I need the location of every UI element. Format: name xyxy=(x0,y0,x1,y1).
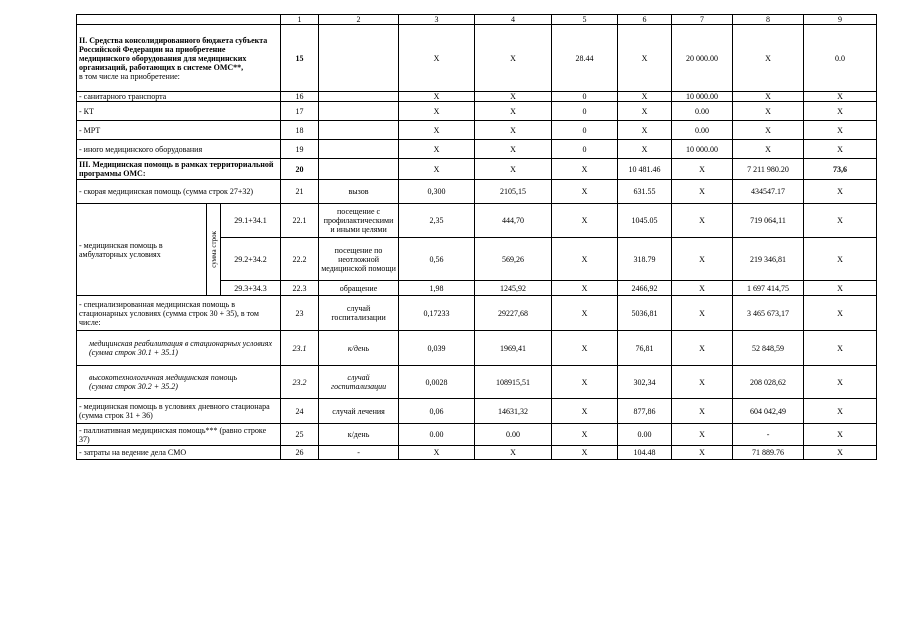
value-cell: 877,86 xyxy=(618,399,672,424)
value-cell: X xyxy=(804,281,877,296)
header-cell: 2 xyxy=(319,15,399,25)
table-row xyxy=(77,399,877,424)
value-cell: 0 xyxy=(552,140,618,159)
unit-cell: к/день xyxy=(319,424,399,446)
row-label: - затраты на ведение дела СМО xyxy=(77,446,281,460)
row-label: - МРТ xyxy=(77,121,281,140)
value-cell: 0 xyxy=(552,92,618,102)
unit-cell: случай госпитализации xyxy=(319,366,399,399)
row-label: - иного медицинского оборудования xyxy=(77,140,281,159)
value-cell: X xyxy=(804,238,877,281)
value-cell: X xyxy=(804,121,877,140)
row-number: 25 xyxy=(281,424,319,446)
row-label: медицинская реабилитация в стационарных условиях (сумма строк 30.1 + 35.1) xyxy=(77,331,281,366)
value-cell: 444,70 xyxy=(475,204,552,238)
value-cell: X xyxy=(804,102,877,121)
value-cell: X xyxy=(733,92,804,102)
value-cell: X xyxy=(618,92,672,102)
value-cell: 302,34 xyxy=(618,366,672,399)
table-row xyxy=(77,121,877,140)
unit-cell xyxy=(319,140,399,159)
value-cell: 14631,32 xyxy=(475,399,552,424)
value-cell: 0.00 xyxy=(618,424,672,446)
row-label: - медицинская помощь в амбулаторных условиях xyxy=(77,204,207,296)
value-cell: 10 000.00 xyxy=(672,140,733,159)
value-cell: X xyxy=(618,102,672,121)
value-cell: 0.00 xyxy=(672,102,733,121)
unit-cell xyxy=(319,121,399,140)
value-cell: 1245,92 xyxy=(475,281,552,296)
value-cell: X xyxy=(618,140,672,159)
value-cell: X xyxy=(672,331,733,366)
value-cell: X xyxy=(552,399,618,424)
value-cell: X xyxy=(475,102,552,121)
value-cell: 0,0028 xyxy=(399,366,475,399)
unit-cell: к/день xyxy=(319,331,399,366)
value-cell: X xyxy=(804,366,877,399)
value-cell: X xyxy=(399,102,475,121)
value-cell: 0.00 xyxy=(672,121,733,140)
table-row xyxy=(77,25,877,92)
header-cell: 8 xyxy=(733,15,804,25)
table-row xyxy=(77,159,877,180)
value-cell: X xyxy=(399,140,475,159)
value-cell: 0 xyxy=(552,102,618,121)
value-cell: 0,300 xyxy=(399,180,475,204)
header-cell: 1 xyxy=(281,15,319,25)
value-cell: 10 481.46 xyxy=(618,159,672,180)
value-cell: 108915,51 xyxy=(475,366,552,399)
value-cell: X xyxy=(399,92,475,102)
row-number: 20 xyxy=(281,159,319,180)
value-cell: X xyxy=(475,92,552,102)
value-cell: 71 889.76 xyxy=(733,446,804,460)
unit-cell: - xyxy=(319,446,399,460)
value-cell: X xyxy=(804,180,877,204)
value-cell: 719 064,11 xyxy=(733,204,804,238)
value-cell: 2466,92 xyxy=(618,281,672,296)
value-cell: X xyxy=(475,446,552,460)
row-number: 22.1 xyxy=(281,204,319,238)
value-cell: X xyxy=(672,238,733,281)
value-cell: X xyxy=(672,159,733,180)
value-cell: X xyxy=(618,25,672,92)
row-number: 21 xyxy=(281,180,319,204)
table-row xyxy=(77,140,877,159)
value-cell: X xyxy=(672,180,733,204)
sub-row-label: 29.3+34.3 xyxy=(221,281,281,296)
table-row xyxy=(77,102,877,121)
value-cell: X xyxy=(804,399,877,424)
value-cell: X xyxy=(552,446,618,460)
table-row xyxy=(77,296,877,331)
row-label: - паллиативная медицинская помощь*** (равно строке 37) xyxy=(77,424,281,446)
vertical-label: сумма строк xyxy=(207,204,221,296)
table-row xyxy=(77,331,877,366)
header-cell: 3 xyxy=(399,15,475,25)
value-cell: 10 000.00 xyxy=(672,92,733,102)
value-cell: X xyxy=(733,25,804,92)
value-cell: 0.00 xyxy=(399,424,475,446)
row-number: 17 xyxy=(281,102,319,121)
value-cell: 3 465 673,17 xyxy=(733,296,804,331)
value-cell: X xyxy=(672,366,733,399)
unit-cell xyxy=(319,159,399,180)
value-cell: 7 211 980.20 xyxy=(733,159,804,180)
value-cell: 219 346,81 xyxy=(733,238,804,281)
value-cell: 631.55 xyxy=(618,180,672,204)
value-cell: 0,039 xyxy=(399,331,475,366)
value-cell: 0 xyxy=(552,121,618,140)
value-cell: X xyxy=(672,446,733,460)
value-cell: 1969,41 xyxy=(475,331,552,366)
value-cell: 208 028,62 xyxy=(733,366,804,399)
value-cell: X xyxy=(552,180,618,204)
row-label: - специализированная медицинская помощь в стационарных условиях (сумма строк 30 + 35), в том числе: xyxy=(77,296,281,331)
row-number: 23 xyxy=(281,296,319,331)
value-cell: X xyxy=(804,424,877,446)
value-cell: 1 697 414,75 xyxy=(733,281,804,296)
value-cell: X xyxy=(804,92,877,102)
row-number: 22.2 xyxy=(281,238,319,281)
value-cell: X xyxy=(804,140,877,159)
value-cell: X xyxy=(552,159,618,180)
row-number: 24 xyxy=(281,399,319,424)
row-label: высокотехнологичная медицинская помощь (сумма строк 30.2 + 35.2) xyxy=(77,366,281,399)
unit-cell: случай госпитализации xyxy=(319,296,399,331)
unit-cell: посещение с профилактическими и иными целями xyxy=(319,204,399,238)
header-cell: 4 xyxy=(475,15,552,25)
value-cell: X xyxy=(804,446,877,460)
row-label: - КТ xyxy=(77,102,281,121)
unit-cell: вызов xyxy=(319,180,399,204)
value-cell: 29227,68 xyxy=(475,296,552,331)
row-number: 19 xyxy=(281,140,319,159)
value-cell: X xyxy=(475,159,552,180)
unit-cell xyxy=(319,92,399,102)
value-cell: X xyxy=(618,121,672,140)
unit-cell: обращение xyxy=(319,281,399,296)
row-label: II. Средства консолидированного бюджета субъекта Российской Федерации на приобретение медицинского оборудования для медицинских организаций, работающих в системе ОМС**, в том числе на приобретение: xyxy=(77,25,281,92)
header-cell: 5 xyxy=(552,15,618,25)
value-cell: X xyxy=(399,159,475,180)
value-cell: 0,06 xyxy=(399,399,475,424)
table-row xyxy=(77,446,877,460)
value-cell: 0,17233 xyxy=(399,296,475,331)
value-cell: X xyxy=(804,296,877,331)
row-number: 16 xyxy=(281,92,319,102)
value-cell: 76,81 xyxy=(618,331,672,366)
unit-cell: посещение по неотложной медицинской помощи xyxy=(319,238,399,281)
value-cell: 28.44 xyxy=(552,25,618,92)
row-number: 23.1 xyxy=(281,331,319,366)
row-label: - медицинская помощь в условиях дневного стационара (сумма строк 31 + 36) xyxy=(77,399,281,424)
value-cell: X xyxy=(672,399,733,424)
value-cell: 5036,81 xyxy=(618,296,672,331)
budget-table xyxy=(76,14,877,460)
value-cell: 434547.17 xyxy=(733,180,804,204)
value-cell: 2,35 xyxy=(399,204,475,238)
value-cell: X xyxy=(672,296,733,331)
table-row xyxy=(77,366,877,399)
value-cell: X xyxy=(552,296,618,331)
row-label: - санитарного транспорта xyxy=(77,92,281,102)
value-cell: X xyxy=(804,331,877,366)
value-cell: X xyxy=(475,140,552,159)
value-cell: X xyxy=(552,366,618,399)
row-number: 15 xyxy=(281,25,319,92)
header-cell: 6 xyxy=(618,15,672,25)
value-cell: 1045.05 xyxy=(618,204,672,238)
value-cell: 104.48 xyxy=(618,446,672,460)
unit-cell: случай лечения xyxy=(319,399,399,424)
value-cell: X xyxy=(733,121,804,140)
value-cell: X xyxy=(475,121,552,140)
value-cell: X xyxy=(733,140,804,159)
row-label: - скорая медицинская помощь (сумма строк 27+32) xyxy=(77,180,281,204)
row-number: 22.3 xyxy=(281,281,319,296)
value-cell: 52 848,59 xyxy=(733,331,804,366)
header-row xyxy=(77,15,877,25)
value-cell: 0.0 xyxy=(804,25,877,92)
value-cell: 604 042,49 xyxy=(733,399,804,424)
value-cell: X xyxy=(399,121,475,140)
row-label: III. Медицинская помощь в рамках территориальной программы ОМС: xyxy=(77,159,281,180)
value-cell: X xyxy=(672,204,733,238)
value-cell: X xyxy=(804,204,877,238)
value-cell: X xyxy=(672,424,733,446)
value-cell: 0.00 xyxy=(475,424,552,446)
header-blank-cell xyxy=(77,15,281,25)
value-cell: X xyxy=(475,25,552,92)
unit-cell xyxy=(319,25,399,92)
row-number: 18 xyxy=(281,121,319,140)
value-cell: X xyxy=(733,102,804,121)
value-cell: 2105,15 xyxy=(475,180,552,204)
sub-row-label: 29.2+34.2 xyxy=(221,238,281,281)
value-cell: X xyxy=(552,204,618,238)
value-cell: X xyxy=(672,281,733,296)
table-row xyxy=(77,180,877,204)
value-cell: 1,98 xyxy=(399,281,475,296)
row-number: 23.2 xyxy=(281,366,319,399)
value-cell: 0,56 xyxy=(399,238,475,281)
sub-row-label: 29.1+34.1 xyxy=(221,204,281,238)
table-row xyxy=(77,92,877,102)
header-cell: 9 xyxy=(804,15,877,25)
header-cell: 7 xyxy=(672,15,733,25)
unit-cell xyxy=(319,102,399,121)
row-number: 26 xyxy=(281,446,319,460)
value-cell: X xyxy=(552,424,618,446)
value-cell: 318.79 xyxy=(618,238,672,281)
value-cell: 20 000.00 xyxy=(672,25,733,92)
value-cell: X xyxy=(399,446,475,460)
value-cell: 569,26 xyxy=(475,238,552,281)
table-row xyxy=(77,204,877,238)
value-cell: X xyxy=(552,281,618,296)
value-cell: - xyxy=(733,424,804,446)
value-cell: X xyxy=(552,238,618,281)
value-cell: X xyxy=(399,25,475,92)
value-cell: 73,6 xyxy=(804,159,877,180)
value-cell: X xyxy=(552,331,618,366)
table-row xyxy=(77,424,877,446)
